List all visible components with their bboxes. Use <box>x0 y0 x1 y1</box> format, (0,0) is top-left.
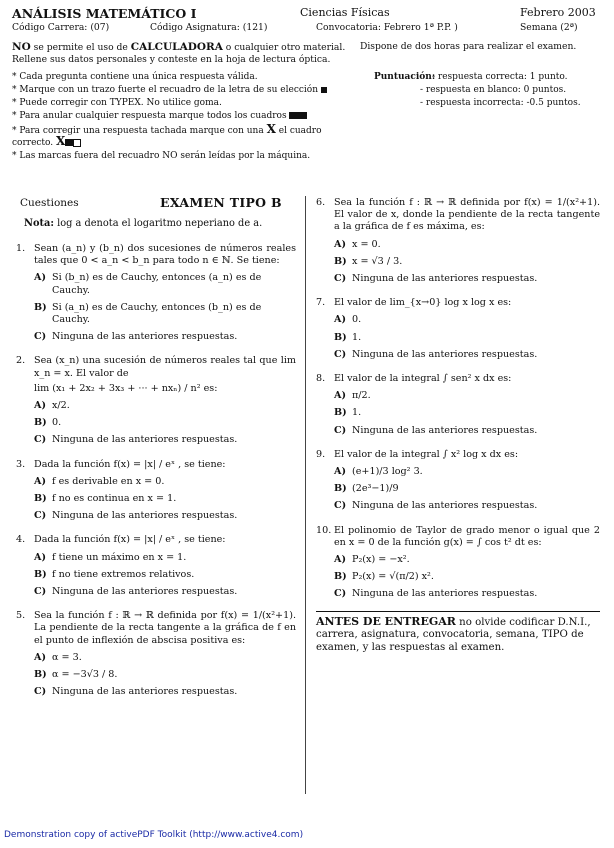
bullet-1: * Cada pregunta contiene una única respuesta válida. <box>12 72 258 82</box>
bullet-6: * Las marcas fuera del recuadro NO serán leídas por la máquina. <box>12 151 311 161</box>
week: Semana (2ª) <box>520 22 578 33</box>
option-b[interactable]: B) 0. <box>34 417 62 429</box>
option-a[interactable]: A) Si (b_n) es de Cauchy, entonces (a_n) es de Cauchy. <box>34 272 262 296</box>
x-mark-icon: X <box>56 134 66 148</box>
question-3: 3. Dada la función f(x) = |x| / eˣ , se tiene: A) f es derivable en x = 0. B) f no es continua en x = 1. C) Ninguna de las anteriores respuestas. <box>16 459 296 523</box>
question-8: 8. El valor de la integral ∫ sen² x dx es: A) π/2. B) 1. C) Ninguna de las anteriores respuestas. <box>316 373 600 437</box>
filled-box-icon <box>289 112 307 119</box>
column-divider <box>305 196 306 794</box>
bullet-2: * Marque con un trazo fuerte el recuadro de la letra de su elección <box>12 85 327 96</box>
option-c[interactable]: C) Ninguna de las anteriores respuestas. <box>34 331 238 343</box>
question-10: 10. El polinomio de Taylor de grado menor o igual que 2 en x = 0 de la función g(x) = ∫ cos t² dt es: A) P₂(x) = −x². B) P₂(x) = √(π/2) x². C) Ninguna de las anteriores respuestas. <box>316 524 600 600</box>
option-a[interactable]: A) (e+1)/3 log² 3. <box>334 466 423 478</box>
left-column <box>16 243 296 704</box>
option-b[interactable]: B) (2e³−1)/9 <box>334 483 399 495</box>
scoring-blank: - respuesta en blanco: 0 puntos. <box>420 85 567 95</box>
option-c[interactable]: C) Ninguna de las anteriores respuestas. <box>34 434 238 446</box>
option-b[interactable]: B) Si (a_n) es de Cauchy, entonces (b_n) es de Cauchy. <box>34 301 262 326</box>
degree-code: Código Carrera: (07) <box>12 22 110 33</box>
option-a[interactable]: A) α = 3. <box>34 651 82 663</box>
instruction-line-1: NO se permite el uso de CALCULADORA o cualquier otro material. <box>12 41 346 53</box>
bullet-3: * Puede corregir con TYPEX. No utilice goma. <box>12 98 222 108</box>
option-b[interactable]: B) x = √3 / 3. <box>334 255 403 267</box>
instruction-time: Dispone de dos horas para realizar el examen. <box>360 41 577 52</box>
option-c[interactable]: C) Ninguna de las anteriores respuestas. <box>334 500 538 512</box>
question-1: 1. Sean (a_n) y (b_n) dos sucesiones de números reales tales que 0 < a_n < b_n para todo n ∈ ℕ. Se tiene: A) Si (b_n) es de Cauchy, entonces (a_n) es de Cauchy. B) Si (a_n) es de Cauchy, entonces (b_n) es de Cauchy. C) Ninguna de las anteriores respuestas. <box>16 243 296 343</box>
option-b[interactable]: B) 1. <box>334 331 362 343</box>
empty-box-icon <box>73 139 81 147</box>
question-4: 4. Dada la función f(x) = |x| / eˣ , se tiene: A) f tiene un máximo en x = 1. B) f no tiene extremos relativos. C) Ninguna de las anteriores respuestas. <box>16 534 296 598</box>
exam-date: Febrero 2003 <box>520 6 596 19</box>
option-c[interactable]: C) Ninguna de las anteriores respuestas. <box>34 686 238 698</box>
option-c[interactable]: C) Ninguna de las anteriores respuestas. <box>334 424 538 436</box>
filled-box-icon <box>65 139 73 146</box>
degree-name: Ciencias Físicas <box>300 6 390 19</box>
option-a[interactable]: A) P₂(x) = −x². <box>334 554 410 566</box>
question-9: 9. El valor de la integral ∫ x² log x dx es: A) (e+1)/3 log² 3. B) (2e³−1)/9 C) Ninguna de las anteriores respuestas. <box>316 449 600 513</box>
option-a[interactable]: A) f es derivable en x = 0. <box>34 475 165 487</box>
question-6: 6. Sea la función f : ℝ → ℝ definida por f(x) = 1/(x²+1). El valor de x, donde la pendiente de la recta tangente a la gráfica de f es máxima, es: A) x = 0. B) x = √3 / 3. C) Ninguna de las anteriores respuestas. <box>316 197 600 285</box>
question-5: 5. Sea la función f : ℝ → ℝ definida por f(x) = 1/(x²+1). La pendiente de la recta tangente a la gráfica de f en el punto de inflexión de abscisa positiva es: A) α = 3. B) α = −3√3 / 8. C) Ninguna de las anteriores respuestas. <box>16 610 296 698</box>
option-a[interactable]: A) 0. <box>334 314 362 326</box>
exam-type-title: EXAMEN TIPO B <box>160 195 282 210</box>
section-label: Cuestiones <box>20 197 79 209</box>
option-c[interactable]: C) Ninguna de las anteriores respuestas. <box>334 588 538 600</box>
right-column <box>316 197 600 654</box>
option-b[interactable]: B) f no es continua en x = 1. <box>34 493 177 505</box>
option-b[interactable]: B) f no tiene extremos relativos. <box>34 568 195 580</box>
option-c[interactable]: C) Ninguna de las anteriores respuestas. <box>334 273 538 285</box>
subject-code: Código Asignatura: (121) <box>150 22 268 33</box>
filled-box-icon <box>321 87 327 93</box>
bullet-4: * Para anular cualquier respuesta marque todos los cuadros <box>12 111 307 122</box>
instruction-line-2: Rellene sus datos personales y conteste en la hoja de lectura óptica. <box>12 54 331 65</box>
note: Nota: log a denota el logaritmo neperiano de a. <box>24 218 263 229</box>
option-a[interactable]: A) π/2. <box>334 390 371 402</box>
option-a[interactable]: A) x/2. <box>34 400 70 412</box>
convocatoria: Convocatoria: Febrero 1ª P.P. ) <box>316 22 458 33</box>
final-reminder: ANTES DE ENTREGAR no olvide codificar D.N.I., carrera, asignatura, convocatoria, semana, TIPO de examen, y las respuestas al examen. <box>316 611 600 655</box>
scoring-correct: - respuesta correcta: 1 punto. <box>432 72 568 82</box>
option-b[interactable]: B) α = −3√3 / 8. <box>34 669 118 681</box>
bullet-5: * Para corregir una respuesta tachada marque con una X el cuadro <box>12 122 322 136</box>
option-c[interactable]: C) Ninguna de las anteriores respuestas. <box>334 348 538 360</box>
option-b[interactable]: B) 1. <box>334 407 362 419</box>
question-2: 2. Sea (x_n) una sucesión de números reales tal que lim x_n = x. El valor de lim (x₁ + 2x₂ + 3x₃ + ··· + nxₙ) / n² es: A) x/2. B) 0. C) Ninguna de las anteriores respuestas. <box>16 355 296 446</box>
option-a[interactable]: A) x = 0. <box>334 238 381 250</box>
watermark-footer: Demonstration copy of activePDF Toolkit (http://www.active4.com) <box>4 830 304 840</box>
exam-subject-title: ANÁLISIS MATEMÁTICO I <box>12 6 197 21</box>
question-7: 7. El valor de lim_{x→0} log x log x es: A) 0. B) 1. C) Ninguna de las anteriores respuestas. <box>316 297 600 361</box>
option-c[interactable]: C) Ninguna de las anteriores respuestas. <box>34 586 238 598</box>
scoring-wrong: - respuesta incorrecta: -0.5 puntos. <box>420 98 581 108</box>
option-a[interactable]: A) f tiene un máximo en x = 1. <box>34 551 187 563</box>
option-c[interactable]: C) Ninguna de las anteriores respuestas. <box>34 510 238 522</box>
limit-expression: lim (x₁ + 2x₂ + 3x₃ + ··· + nxₙ) / n² es: <box>34 382 218 394</box>
bullet-5-cont: correcto. X <box>12 136 81 149</box>
scoring-label: Puntuación: <box>374 72 436 82</box>
option-b[interactable]: B) P₂(x) = √(π/2) x². <box>334 571 434 583</box>
